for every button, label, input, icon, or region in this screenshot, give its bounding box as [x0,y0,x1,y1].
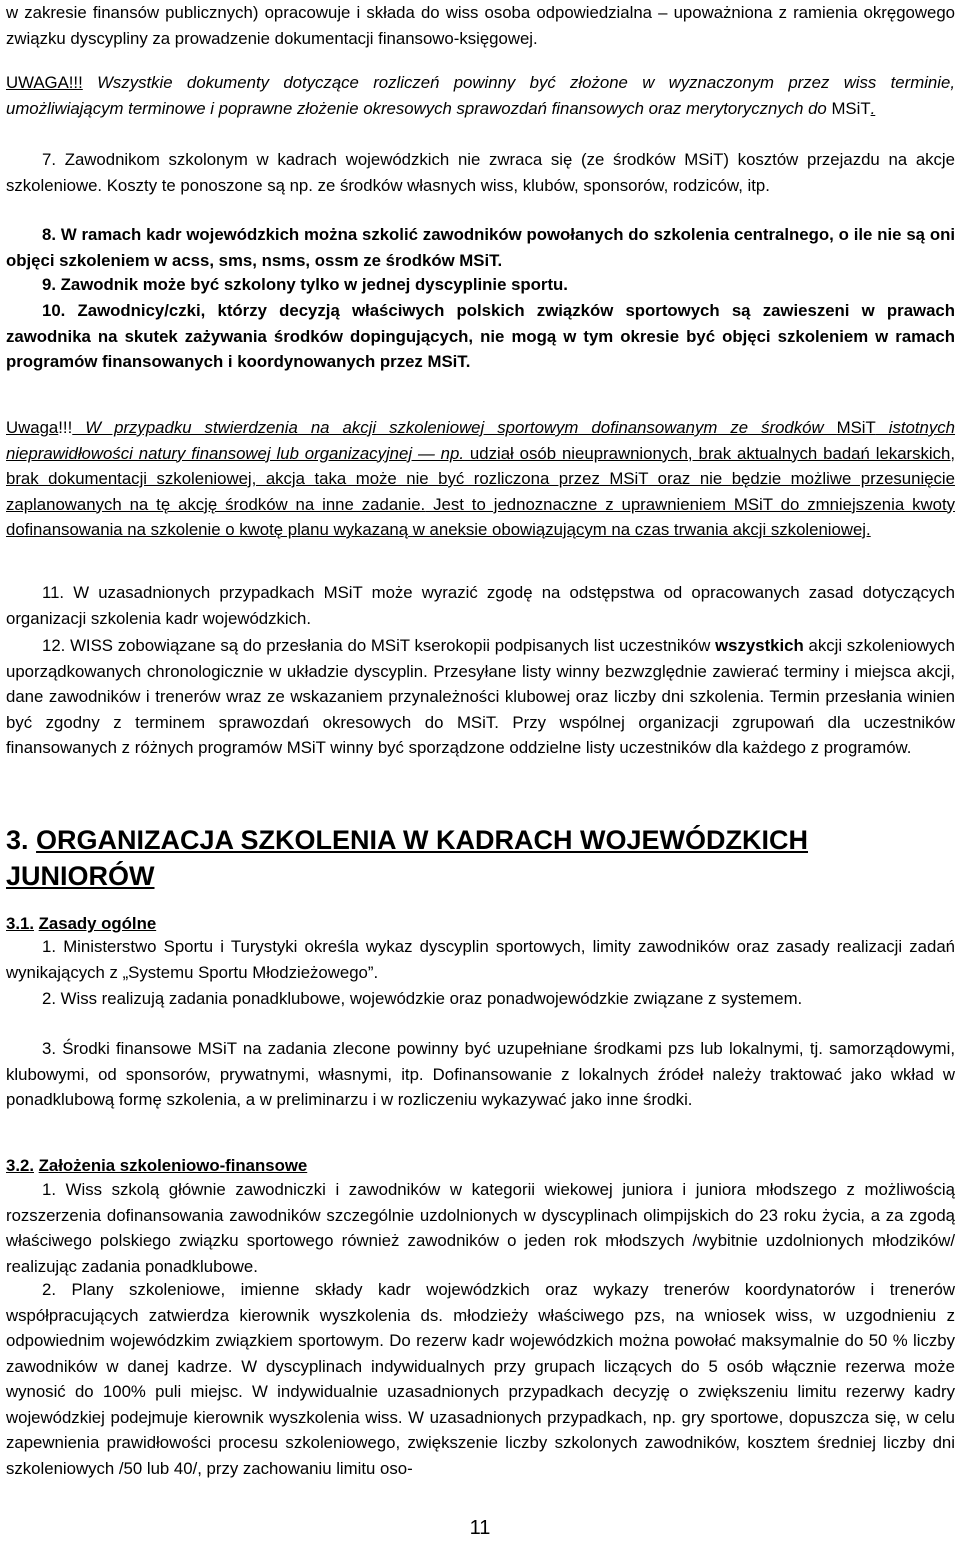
list-item-3-2-1: 1. Wiss szkolą głównie zawodniczki i zawodników w kategorii wiekowej juniora i juniora młodszego z możliwością rozszerzenia dofinansowania zawodników szczególnie uzdolnionych w dyscyplinach olimpijskich do 23 roku życia, a za zgodą właściwego polskiego związku sportowego również zawodników o jeden rok młodszych /wybitnie uzdolnionych młodzików/ realizując zadania ponadklubowe. [6,1180,955,1276]
paragraph-finance-responsibility: w zakresie finansów publicznych) opracowuje i składa do wiss osoba odpowiedzialna – upoważniona z ramienia okręgowego związku dyscypliny za prowadzenie dokumentacji finansowo-księgowej. [6,3,955,48]
list-item-9: 9. Zawodnik może być szkolony tylko w jednej dyscyplinie sportu. [42,275,568,294]
list-item-3-2-2: 2. Plany szkoleniowe, imienne składy kadr wojewódzkich oraz wykazy trenerów koordynatorów i trenerów współpracujących zatwierdza kierownik wyszkolenia ds. młodzieży właściwego pzs, na wniosek wiss, w uzgodnieniu z odpowiednim wojewódzkim związkiem sportowym. Do rezerw kadr wojewódzkich można powołać maksymalnie do 50 % liczby zawodników w danej kadrze. W dyscyplinach indywidualnych przy grupach liczących do 5 osób włącznie rezerwa może wynosić do 100% puli miejsc. W indywidualnie uzasadnionych przypadkach decyzję o zwiększeniu limitu rezerwy kadry wojewódzkiej podejmuje kierownik wyszkolenia wiss. W uzasadnionych przypadkach, np. gry sportowe, dopuszcza się, w celu zapewnienia prawidłowości procesu szkoleniowego, zwiększenie liczby szkolonych zawodników, kosztem średniej liczby dni szkoleniowych /50 lub 40/, przy zachowaniu limitu oso- [6,1280,955,1478]
list-item-8: 8. W ramach kadr wojewódzkich można szkolić zawodników powołanych do szkolenia centralnego, o ile nie są oni objęci szkoleniem w acss, sms, nsms, ossm ze środków MSiT. [6,225,955,270]
warning-label: Uwaga [6,418,59,437]
warning-label: UWAGA!!! [6,73,83,92]
subsection-heading-3-1: 3.1. Zasady ogólne [6,914,157,933]
page-number: 11 [469,1517,491,1539]
list-item-12: 12. WISS zobowiązane są do przesłania do MSiT kserokopii podpisanych list uczestników wszystkich akcji szkoleniowych uporządkowanych chronologicznie w układzie dyscyplin. Przesyłane listy winny bezwzględnie zawierać terminy i miejsca akcji, dane zawodników i trenerów wraz ze wskazaniem przynależności klubowej oraz liczby dni szkolenia. Termin przesłania winien być zgodny z terminem sprawozdań okresowych do MSiT. Przy wspólnej organizacji zgrupowań dla uczestników finansowanych z różnych programów MSiT winny być sporządzone oddzielne listy uczestników dla każdego z programów. [6,636,955,757]
warning-irregularities: Uwaga!!! W przypadku stwierdzenia na akcji szkoleniowej sportowym dofinansowanym ze środków MSiT istotnych nieprawidłowości natury finansowej lub organizacyjnej — np. udział osób nieuprawnionych, brak aktualnych badań lekarskich, brak dokumentacji szkoleniowej, akcja taka może nie być rozliczona przez MSiT oraz nie będzie możliwe przesunięcie zaplanowanych na tę akcję środków na inne zadanie. Jest to jednoznaczne z uprawnieniem MSiT do zmniejszenia kwoty dofinansowania na szkolenie o kwotę planu wykazaną w aneksie obowiązującym na czas trwania akcji szkoleniowej. [6,418,956,539]
list-item-7: 7. Zawodnikom szkolonym w kadrach wojewódzkich nie zwraca się (ze środków MSiT) kosztów przejazdu na akcje szkoleniowe. Koszty te ponoszone są np. ze środków własnych wiss, klubów, sponsorów, rodziców, itp. [6,150,955,195]
section-heading-3: 3. ORGANIZACJA SZKOLENIA W KADRACH WOJEWÓDZKICH JUNIORÓW [6,825,809,891]
list-item-3-1-1: 1. Ministerstwo Sportu i Turystyki określa wykaz dyscyplin sportowych, limity zawodników oraz zasady realizacji zadań wynikających z „Systemu Sportu Młodzieżowego”. [6,937,955,982]
list-item-10: 10. Zawodnicy/czki, którzy decyzją właściwych polskich związków sportowych są zawieszeni w prawach zawodnika na skutek zażywania środków dopingujących, nie mogą w tym okresie być objęci szkoleniem w ramach programów finansowanych i koordynowanych przez MSiT. [6,301,955,371]
warning-documents-deadline: UWAGA!!! Wszystkie dokumenty dotyczące rozliczeń powinny być złożone w wyznaczonym przez wiss terminie, umożliwiającym terminowe i poprawne złożenie okresowych sprawozdań finansowych oraz merytorycznych do MSiT. [6,73,955,118]
list-item-3-1-3: 3. Środki finansowe MSiT na zadania zlecone powinny być uzupełniane środkami pzs lub lokalnymi, tj. samorządowymi, klubowymi, od sponsorów, prywatnymi, własnymi, itp. Dofinansowanie z lokalnych źródeł należy traktować jako wkład w ponadklubową formę szkolenia, a w preliminarzu i w rozliczeniu wykazywać jako inne środki. [6,1039,955,1109]
subsection-heading-3-2: 3.2. Założenia szkoleniowo-finansowe [6,1156,308,1175]
list-item-3-1-2: 2. Wiss realizują zadania ponadklubowe, wojewódzkie oraz ponadwojewódzkie związane z systemem. [42,989,803,1008]
list-item-11: 11. W uzasadnionych przypadkach MSiT może wyrazić zgodę na odstępstwa od opracowanych zasad dotyczących organizacji szkolenia kadr wojewódzkich. [6,583,955,628]
